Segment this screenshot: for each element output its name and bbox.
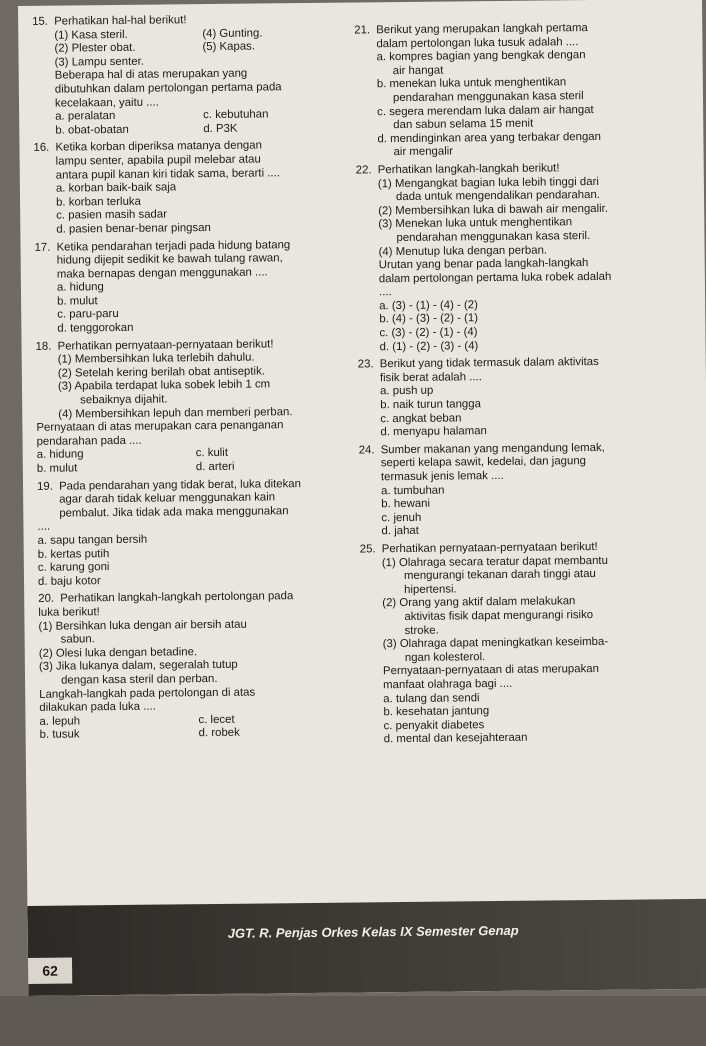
- option-a[interactable]: a. tulang dan sendi: [383, 691, 480, 705]
- option-d[interactable]: d. (1) - (2) - (3) - (4): [379, 339, 479, 353]
- question-22: 22. Perhatikan langkah-langkah berikut! (1) Mengangkat bagian luka lebih tinggi dari dada untuk mengendalikan pendarahan. (2) Membersihkan luka di bawah air mengalir. (3) Menekan luka untuk menghentikan pendarahan menggunakan kasa steril. (4) Menutup luka dengan perban. Urutan yang benar pada langkah-langkah dalam pertolongan pertama luka robek adalah .... a. (3) - (1) - (4) - (2) b. (4) - (3) - (2) - (1) c. (3) - (2) - (1) - (4) d. (1) - (2) - (3) - (4): [356, 161, 698, 355]
- option-b[interactable]: b. kertas putih: [37, 547, 110, 561]
- option-c[interactable]: c. angkat beban: [380, 412, 462, 425]
- question-20: 20. Perhatikan langkah-langkah pertolongan pada luka berikut! (1) Bersihkan luka dengan air bersih atau sabun. (2) Olesi luka dengan betadine. (3) Jika lukanya dalam, segeralah tutup dengan kasa steril dan perban. Langkah-langkah pada pertolongan di atas dilakukan pada luka .... a. lepuh c. lecet b. tusuk d. robek: [38, 590, 358, 743]
- worksheet-page: [18, 0, 706, 996]
- option-d[interactable]: d. mendinginkan area yang terbakar dengan: [377, 130, 602, 145]
- question-15: 15. Perhatikan hal-hal berikut! (1) Kasa steril. (4) Gunting. (2) Plester obat. (5) Kapas. (3) Lampu senter. Beberapa hal di atas merupakan yang dibutuhkan dalam pertolongan pertama pada kecelakaan, yaitu .... a. peralatan c. kebutuhan b. obat-obatan d. P3K: [32, 13, 351, 139]
- option-d[interactable]: d. arteri: [195, 460, 235, 474]
- book-title: JGT. R. Penjas Orkes Kelas IX Semester Genap: [227, 922, 519, 941]
- question-24: 24. Sumber makanan yang mengandung lemak, seperti kelapa sawit, kedelai, dan jagung termasuk jenis lemak .... a. tumbuhan b. hewani c. jenuh d. jahat: [359, 441, 700, 540]
- left-column: [32, 13, 358, 747]
- option-d[interactable]: d. tenggorokan: [57, 321, 134, 335]
- option-c[interactable]: c. jenuh: [381, 511, 422, 525]
- page-number: 62: [28, 957, 72, 983]
- option-c[interactable]: c. lecet: [198, 713, 235, 726]
- option-d[interactable]: d. mental dan kesejahteraan: [383, 731, 528, 746]
- question-23: 23. Berikut yang tidak termasuk dalam aktivitas fisik berat adalah .... a. push up b. naik turun tangga c. angkat beban d. menyapu halaman: [358, 355, 699, 440]
- option-a[interactable]: a. tumbuhan: [381, 484, 445, 497]
- option-b[interactable]: b. hewani: [381, 497, 431, 511]
- option-b[interactable]: b. obat-obatan: [55, 123, 129, 137]
- option-d[interactable]: d. pasien benar-benar pingsan: [56, 221, 211, 236]
- question-18: 18. Perhatikan pernyataan-pernyataan berikut! (1) Membersihkan luka terlebih dahulu. (2) Setelah kering berilah obat antiseptik. (3) Apabila terdapat luka sobek lebih 1 cm sebaiknya dijahit. (4) Membersihkan lepuh dan memberi perban. Pernyataan di atas merupakan cara penanganan pendarahan pada .... a. hidung c. kulit b. mulut d. arteri: [36, 337, 355, 476]
- option-d[interactable]: d. jahat: [381, 525, 419, 538]
- option-b[interactable]: b. (4) - (3) - (2) - (1): [379, 312, 479, 326]
- option-a[interactable]: a. korban baik-baik saja: [55, 181, 177, 195]
- background-table: [0, 996, 706, 1046]
- footer-band: [27, 899, 706, 996]
- option-d[interactable]: d. menyapu halaman: [380, 425, 487, 439]
- option-a[interactable]: a. push up: [379, 385, 434, 398]
- question-25: 25. Perhatikan pernyataan-pernyataan berikut! (1) Olahraga secara teratur dapat membantu mengurangi tekanan darah tinggi atau hipertensi. (2) Orang yang aktif dalam melakukan aktivitas fisik dapat mengurangi risiko stroke. (3) Olahraga dapat meningkatkan keseimba- ngan kolesterol. Pernyataan-pernyataan di atas merupakan manfaat olahraga bagi .... a. tulang dan sendi b. kesehatan jantung c. penyakit diabetes d. mental dan kesejahteraan: [360, 540, 702, 747]
- option-b[interactable]: b. naik turun tangga: [380, 398, 481, 412]
- option-a[interactable]: a. (3) - (1) - (4) - (2): [379, 299, 478, 313]
- option-b[interactable]: b. mulut: [36, 462, 78, 475]
- option-a[interactable]: a. peralatan: [55, 110, 116, 123]
- option-a[interactable]: a. hidung: [36, 448, 84, 462]
- option-b[interactable]: b. kesehatan jantung: [383, 705, 490, 719]
- question-16: 16. Ketika korban diperiksa matanya dengan lampu senter, apabila pupil melebar atau antara pupil kanan kiri tidak sama, berarti .... a. korban baik-baik saja b. korban terluka c. pasien masih sadar d. pasien benar-benar pingsan: [33, 139, 352, 237]
- option-b[interactable]: b. tusuk: [39, 728, 80, 742]
- option-a[interactable]: a. hidung: [56, 281, 104, 294]
- option-c[interactable]: c. kulit: [195, 447, 229, 460]
- option-d[interactable]: d. P3K: [203, 122, 238, 135]
- option-b[interactable]: b. mulut: [57, 295, 98, 308]
- option-a[interactable]: a. lepuh: [39, 715, 81, 728]
- question-19: 19. Pada pendarahan yang tidak berat, luka ditekan agar darah tidak keluar menggunakan kain pembalut. Jika tidak ada maka menggunakan .... a. sapu tangan bersih b. kertas putih c. karung goni d. baju kotor: [37, 477, 356, 589]
- question-17: 17. Ketika pendarahan terjadi pada hidung batang hidung dijepit sedikit ke bawah tulang rawan, maka bernapas dengan menggunakan .... a. hidung b. mulut c. paru-paru d. tenggorokan: [34, 238, 353, 336]
- option-d[interactable]: d. robek: [198, 726, 240, 740]
- option-c[interactable]: c. (3) - (2) - (1) - (4): [379, 326, 478, 340]
- option-a[interactable]: a. kompres bagian yang bengkak dengan: [376, 49, 586, 64]
- option-b[interactable]: b. menekan luka untuk menghentikan: [376, 76, 567, 91]
- option-c[interactable]: c. kebutuhan: [203, 108, 269, 122]
- right-column: [354, 9, 702, 751]
- option-d[interactable]: d. baju kotor: [37, 574, 101, 588]
- option-c[interactable]: c. segera merendam luka dalam air hangat: [377, 103, 594, 118]
- option-a[interactable]: a. sapu tangan bersih: [37, 533, 148, 547]
- question-21: 21. Berikut yang merupakan langkah pertama dalam pertolongan luka tusuk adalah .... a. kompres bagian yang bengkak dengan air hangat b. menekan luka untuk menghentikan pendarahan menggunakan kasa steril c. segera merendam luka dalam air hangat dan sabun selama 15 menit d. mendinginkan area yang terbakar dengan air mengalir: [354, 21, 695, 160]
- option-c[interactable]: c. penyakit diabetes: [383, 718, 485, 732]
- option-c[interactable]: c. karung goni: [37, 561, 110, 574]
- option-b[interactable]: b. korban terluka: [55, 195, 141, 209]
- option-c[interactable]: c. pasien masih sadar: [56, 208, 168, 222]
- option-c[interactable]: c. paru-paru: [57, 308, 119, 322]
